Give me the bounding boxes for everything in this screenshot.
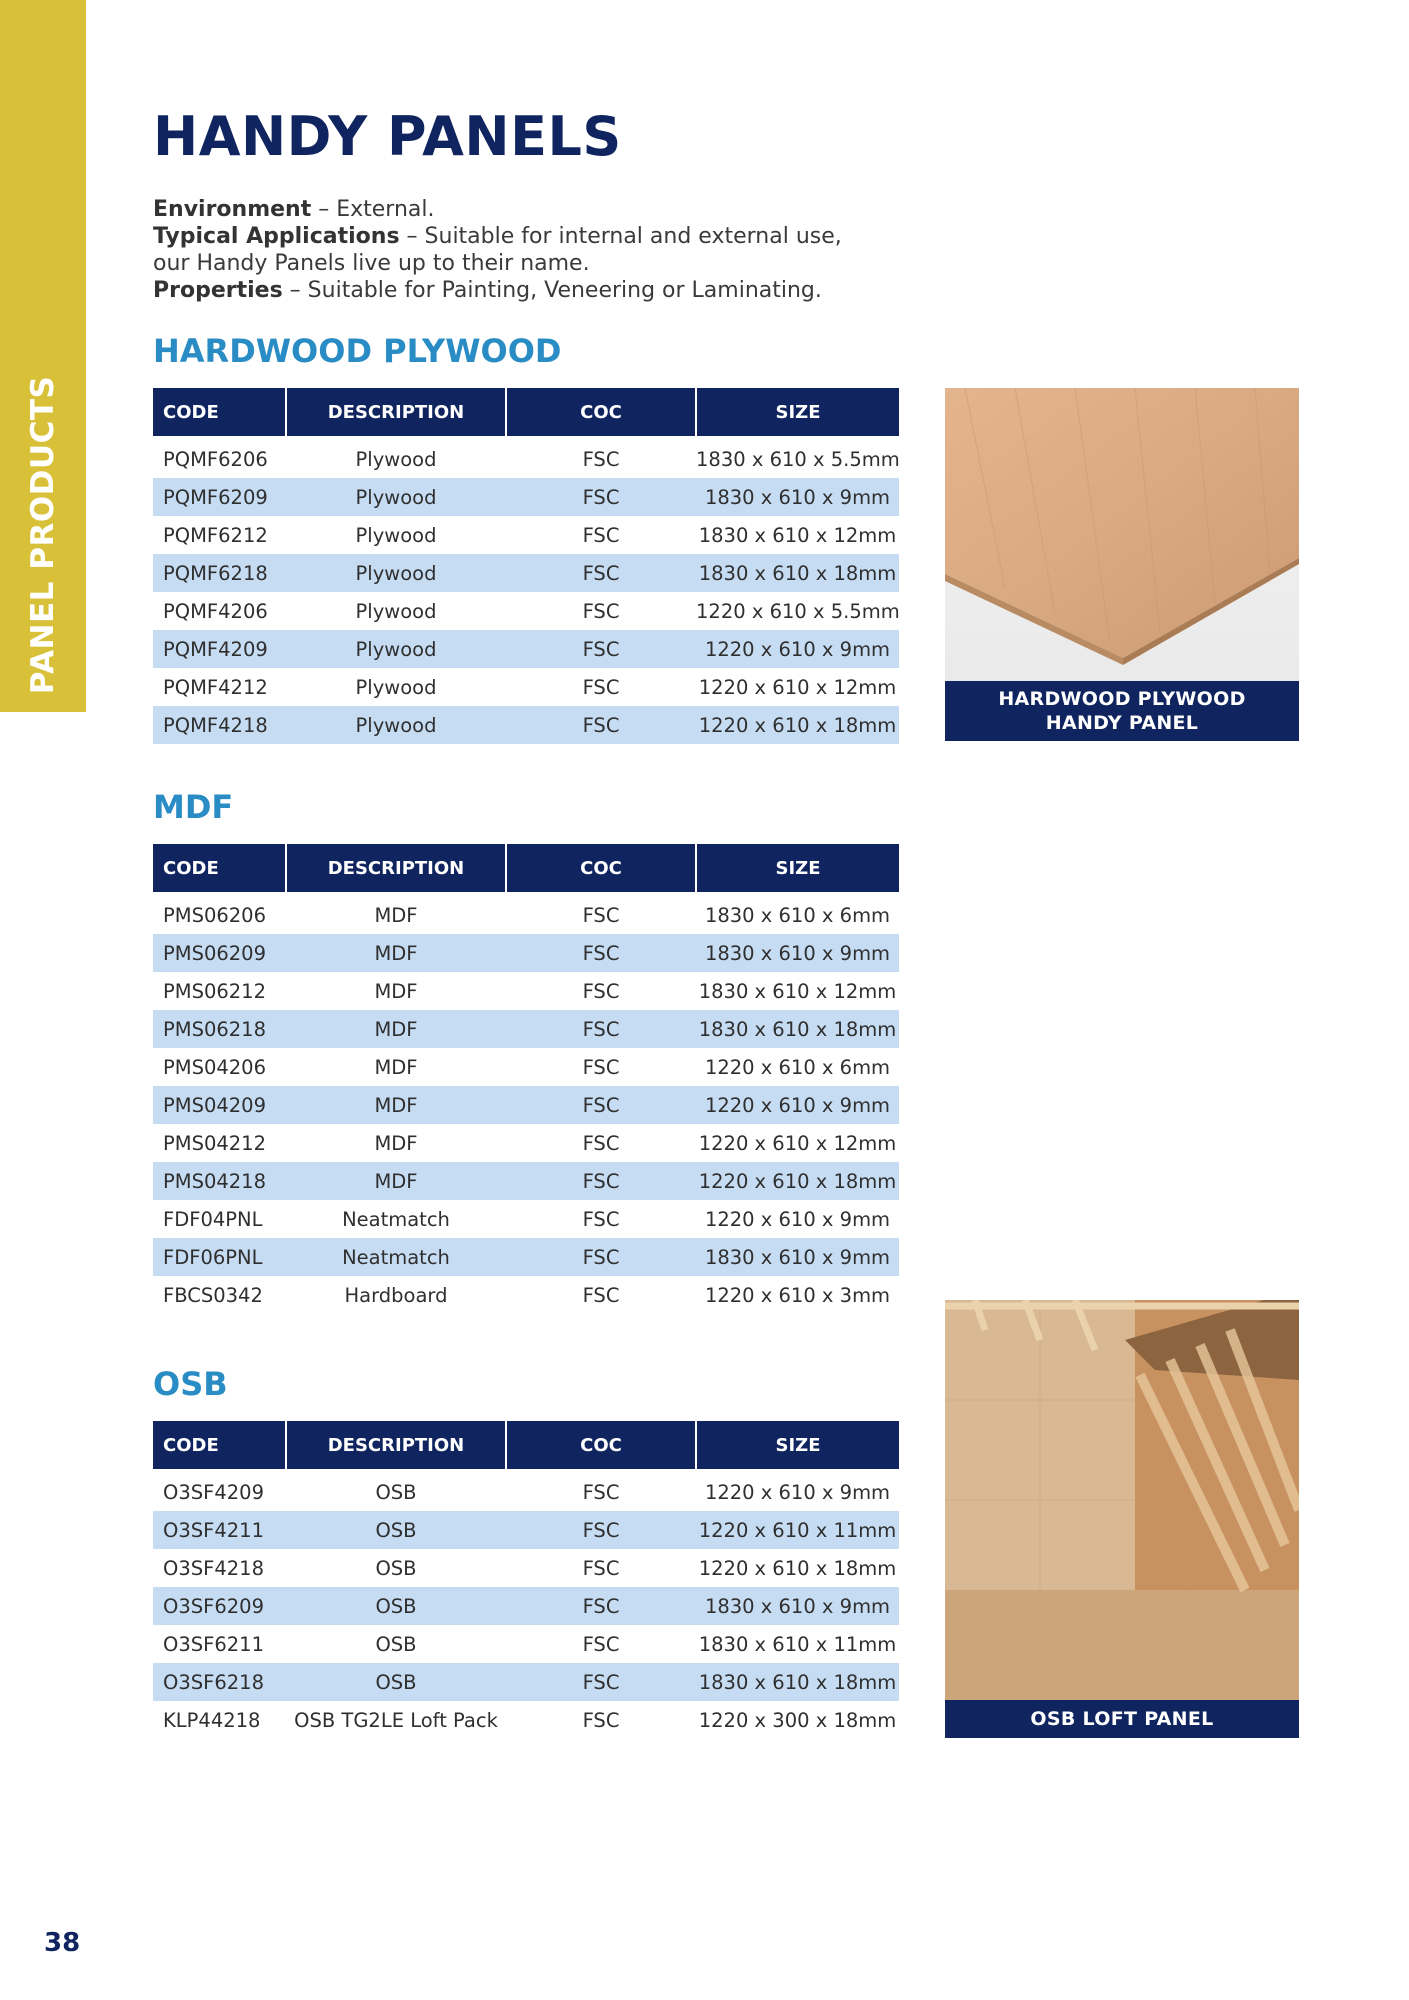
column-header-code: CODE <box>153 844 286 892</box>
table-row <box>153 436 899 478</box>
column-header-description: DESCRIPTION <box>286 1421 506 1469</box>
table-row <box>153 1549 899 1587</box>
code-cell: PMS06206 <box>163 903 266 927</box>
size-cell: 1830 x 610 x 9mm <box>696 1587 899 1625</box>
column-header-coc: COC <box>506 388 696 436</box>
description-cell: MDF <box>374 1055 418 1079</box>
section-title-plywood: HARDWOOD PLYWOOD <box>153 332 562 370</box>
coc-cell: FSC <box>506 1086 696 1124</box>
size-cell: 1830 x 610 x 9mm <box>696 478 899 516</box>
table-row <box>153 1469 899 1511</box>
table-row <box>153 630 899 668</box>
description-cell: Hardboard <box>344 1283 448 1307</box>
osb-photo <box>945 1300 1299 1738</box>
code-cell: PMS04209 <box>153 1086 286 1124</box>
code-cell: KLP44218 <box>163 1708 261 1732</box>
column-header-coc: COC <box>506 1421 696 1469</box>
size-cell: 1830 x 610 x 12mm <box>698 979 897 1003</box>
code-cell: O3SF4209 <box>163 1480 264 1504</box>
coc-cell: FSC <box>506 1587 696 1625</box>
table-row <box>153 1625 899 1663</box>
size-cell: 1220 x 610 x 12mm <box>698 675 897 699</box>
size-cell: 1220 x 610 x 5.5mm <box>696 599 900 623</box>
coc-cell: FSC <box>582 1283 620 1307</box>
coc-cell: FSC <box>582 523 620 547</box>
plywood-caption-line2: HANDY PANEL <box>1045 712 1199 734</box>
description-cell: Plywood <box>286 706 506 744</box>
column-header-size: SIZE <box>696 1421 899 1469</box>
code-cell: O3SF4211 <box>153 1511 286 1549</box>
description-cell: Plywood <box>286 554 506 592</box>
code-cell: O3SF6218 <box>153 1663 286 1701</box>
side-tab-label: PANEL PRODUCTS <box>25 375 61 695</box>
coc-cell: FSC <box>582 1055 620 1079</box>
description-cell: Plywood <box>355 523 437 547</box>
code-cell: PMS04218 <box>153 1162 286 1200</box>
coc-cell: FSC <box>582 1708 620 1732</box>
applications-line <box>153 223 873 277</box>
size-cell: 1830 x 610 x 11mm <box>698 1632 897 1656</box>
table-row <box>153 1238 899 1276</box>
size-cell: 1220 x 610 x 18mm <box>698 1556 897 1580</box>
osb-table <box>153 1421 899 1739</box>
code-cell: PMS06212 <box>163 979 266 1003</box>
table-row <box>153 668 899 706</box>
table-row <box>153 1200 899 1238</box>
code-cell: PQMF4206 <box>163 599 268 623</box>
code-cell: PMS06209 <box>153 934 286 972</box>
environment-label: Environment <box>153 197 312 222</box>
coc-cell: FSC <box>506 1663 696 1701</box>
table-row <box>153 1701 899 1739</box>
size-cell: 1830 x 610 x 18mm <box>696 1663 899 1701</box>
coc-cell: FSC <box>506 1511 696 1549</box>
code-cell: PQMF4218 <box>153 706 286 744</box>
code-cell: FDF04PNL <box>163 1207 263 1231</box>
description-cell: Plywood <box>355 447 437 471</box>
size-cell: 1830 x 610 x 9mm <box>696 1238 899 1276</box>
coc-cell: FSC <box>582 447 620 471</box>
coc-cell: FSC <box>582 1207 620 1231</box>
table-header-row <box>153 388 899 436</box>
description-cell: OSB TG2LE Loft Pack <box>294 1708 498 1732</box>
description-cell: MDF <box>374 903 418 927</box>
size-cell: 1220 x 610 x 6mm <box>704 1055 891 1079</box>
description-cell: MDF <box>286 1086 506 1124</box>
size-cell: 1830 x 610 x 5.5mm <box>696 447 900 471</box>
table-row <box>153 1048 899 1086</box>
coc-cell: FSC <box>506 478 696 516</box>
coc-cell: FSC <box>506 554 696 592</box>
size-cell: 1220 x 300 x 18mm <box>698 1708 897 1732</box>
coc-cell: FSC <box>582 1556 620 1580</box>
code-cell: PQMF6212 <box>163 523 268 547</box>
code-cell: PMS04206 <box>163 1055 266 1079</box>
coc-cell: FSC <box>506 706 696 744</box>
description-cell: MDF <box>374 979 418 1003</box>
size-cell: 1220 x 610 x 3mm <box>704 1283 891 1307</box>
environment-text: – External. <box>311 197 435 222</box>
description-cell: Plywood <box>286 478 506 516</box>
size-cell: 1220 x 610 x 18mm <box>696 1162 899 1200</box>
table-row <box>153 972 899 1010</box>
column-header-description: DESCRIPTION <box>286 388 506 436</box>
description-cell: OSB <box>375 1632 417 1656</box>
coc-cell: FSC <box>582 1131 620 1155</box>
description-cell: Plywood <box>286 630 506 668</box>
applications-label: Typical Applications <box>153 224 400 249</box>
description-cell: OSB <box>286 1587 506 1625</box>
side-tab <box>0 0 86 712</box>
applications-text: – Suitable for internal and external use, our Handy Panels live up to their name. <box>153 224 842 276</box>
osb-photo-caption: OSB LOFT PANEL <box>945 1700 1299 1738</box>
column-header-code: CODE <box>153 1421 286 1469</box>
table-row <box>153 892 899 934</box>
properties-label: Properties <box>153 278 283 303</box>
size-cell: 1830 x 610 x 18mm <box>696 1010 899 1048</box>
table-row <box>153 934 899 972</box>
description-cell: MDF <box>374 1131 418 1155</box>
table-row <box>153 592 899 630</box>
code-cell: PQMF6218 <box>153 554 286 592</box>
coc-cell: FSC <box>506 1162 696 1200</box>
description-cell: Plywood <box>355 675 437 699</box>
code-cell: O3SF6211 <box>163 1632 264 1656</box>
table-row <box>153 1124 899 1162</box>
code-cell: PMS06218 <box>153 1010 286 1048</box>
table-row <box>153 1587 899 1625</box>
table-header-row <box>153 1421 899 1469</box>
coc-cell: FSC <box>582 903 620 927</box>
coc-cell: FSC <box>582 1480 620 1504</box>
description-cell: MDF <box>286 934 506 972</box>
code-cell: PQMF6206 <box>163 447 268 471</box>
code-cell: O3SF4218 <box>163 1556 264 1580</box>
coc-cell: FSC <box>506 630 696 668</box>
table-row <box>153 478 899 516</box>
table-row <box>153 1010 899 1048</box>
size-cell: 1220 x 610 x 12mm <box>698 1131 897 1155</box>
code-cell: PQMF4212 <box>163 675 268 699</box>
osb-loft-image <box>945 1300 1299 1738</box>
coc-cell: FSC <box>506 934 696 972</box>
table-header-row <box>153 844 899 892</box>
size-cell: 1830 x 610 x 18mm <box>696 554 899 592</box>
section-title-osb: OSB <box>153 1365 228 1403</box>
size-cell: 1830 x 610 x 9mm <box>696 934 899 972</box>
size-cell: 1220 x 610 x 18mm <box>696 706 899 744</box>
description-cell: MDF <box>286 1010 506 1048</box>
code-cell: PMS04212 <box>163 1131 266 1155</box>
code-cell: FDF06PNL <box>153 1238 286 1276</box>
table-row <box>153 1162 899 1200</box>
section-title-mdf: MDF <box>153 788 234 826</box>
plywood-table <box>153 388 899 744</box>
description-cell: Neatmatch <box>286 1238 506 1276</box>
table-row <box>153 1276 899 1314</box>
column-header-size: SIZE <box>696 388 899 436</box>
column-header-coc: COC <box>506 844 696 892</box>
code-cell: FBCS0342 <box>163 1283 263 1307</box>
coc-cell: FSC <box>582 675 620 699</box>
size-cell: 1830 x 610 x 12mm <box>698 523 897 547</box>
page-number: 38 <box>44 1928 81 1958</box>
mdf-table <box>153 844 899 1314</box>
description-cell: OSB <box>375 1556 417 1580</box>
intro-text <box>153 196 873 304</box>
plywood-photo <box>945 388 1299 741</box>
size-cell: 1830 x 610 x 6mm <box>704 903 891 927</box>
table-row <box>153 1511 899 1549</box>
page-title: HANDY PANELS <box>153 105 622 168</box>
coc-cell: FSC <box>506 1238 696 1276</box>
size-cell: 1220 x 610 x 9mm <box>696 630 899 668</box>
coc-cell: FSC <box>582 979 620 1003</box>
environment-line <box>153 196 873 223</box>
coc-cell: FSC <box>506 1010 696 1048</box>
size-cell: 1220 x 610 x 9mm <box>704 1480 891 1504</box>
column-header-size: SIZE <box>696 844 899 892</box>
table-row <box>153 1663 899 1701</box>
description-cell: OSB <box>375 1480 417 1504</box>
table-row <box>153 706 899 744</box>
table-row <box>153 516 899 554</box>
code-cell: PQMF4209 <box>153 630 286 668</box>
table-row <box>153 554 899 592</box>
code-cell: PQMF6209 <box>153 478 286 516</box>
code-cell: O3SF6209 <box>153 1587 286 1625</box>
coc-cell: FSC <box>582 599 620 623</box>
properties-line <box>153 277 873 304</box>
size-cell: 1220 x 610 x 11mm <box>696 1511 899 1549</box>
description-cell: Plywood <box>355 599 437 623</box>
coc-cell: FSC <box>582 1632 620 1656</box>
size-cell: 1220 x 610 x 9mm <box>696 1086 899 1124</box>
description-cell: MDF <box>286 1162 506 1200</box>
size-cell: 1220 x 610 x 9mm <box>704 1207 891 1231</box>
column-header-code: CODE <box>153 388 286 436</box>
plywood-caption-line1: HARDWOOD PLYWOOD <box>998 688 1246 710</box>
description-cell: OSB <box>286 1511 506 1549</box>
properties-text: – Suitable for Painting, Veneering or Laminating. <box>282 278 822 303</box>
description-cell: Neatmatch <box>342 1207 450 1231</box>
table-row <box>153 1086 899 1124</box>
plywood-photo-caption <box>945 681 1299 741</box>
column-header-description: DESCRIPTION <box>286 844 506 892</box>
description-cell: OSB <box>286 1663 506 1701</box>
